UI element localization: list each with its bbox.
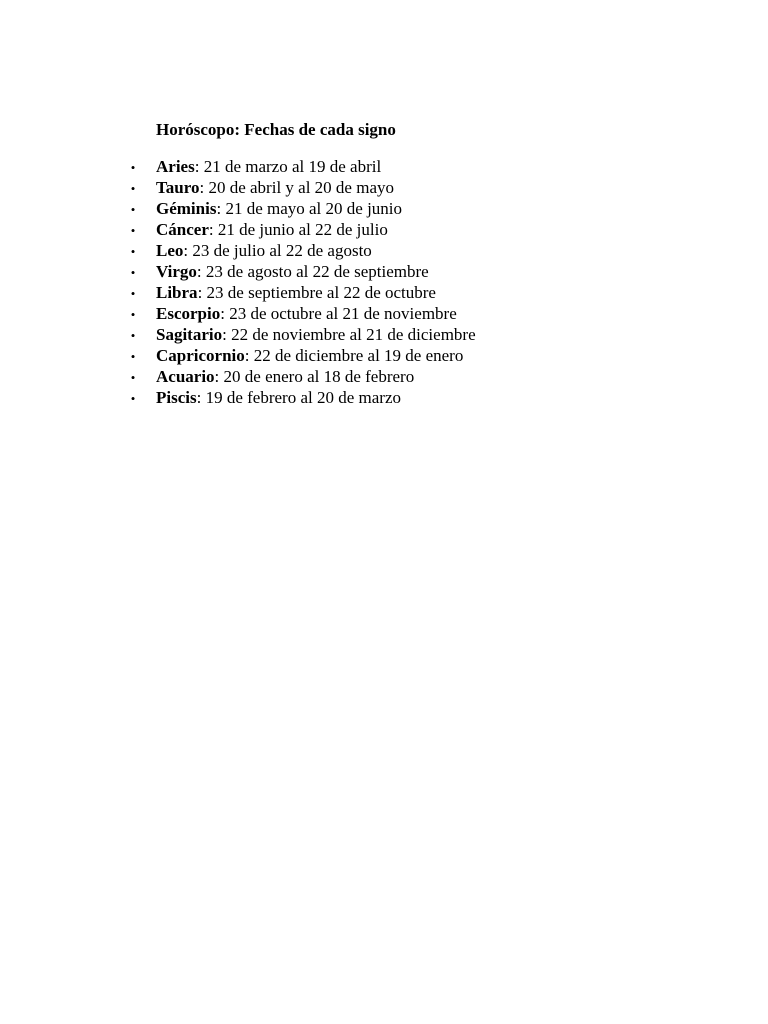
list-item xyxy=(130,324,476,345)
separator: : xyxy=(208,220,214,239)
separator: : xyxy=(214,367,220,386)
sign-name: Piscis xyxy=(156,388,197,407)
list-item xyxy=(130,387,476,408)
bullet-icon: • xyxy=(130,160,136,175)
bullet-icon: • xyxy=(130,223,136,238)
sign-dates: 22 de diciembre al 19 de enero xyxy=(249,346,464,365)
sign-dates: 21 de junio al 22 de julio xyxy=(213,220,388,239)
sign-name: Aries xyxy=(156,157,195,176)
sign-name: Acuario xyxy=(156,367,215,386)
separator: : xyxy=(199,178,205,197)
sign-name: Tauro xyxy=(156,178,200,197)
sign-dates: 21 de marzo al 19 de abril xyxy=(199,157,382,176)
zodiac-sign-list xyxy=(130,156,476,408)
list-item xyxy=(130,219,476,240)
sign-dates: 23 de octubre al 21 de noviembre xyxy=(224,304,457,323)
separator: : xyxy=(244,346,250,365)
bullet-icon: • xyxy=(130,370,136,385)
separator: : xyxy=(196,262,202,281)
list-item xyxy=(130,261,476,282)
list-item xyxy=(130,303,476,324)
sign-name: Cáncer xyxy=(156,220,209,239)
sign-dates: 23 de julio al 22 de agosto xyxy=(188,241,372,260)
separator: : xyxy=(194,157,200,176)
separator: : xyxy=(216,199,222,218)
bullet-icon: • xyxy=(130,181,136,196)
sign-name: Capricornio xyxy=(156,346,245,365)
bullet-icon: • xyxy=(130,328,136,343)
sign-dates: 20 de enero al 18 de febrero xyxy=(219,367,415,386)
bullet-icon: • xyxy=(130,391,136,406)
separator: : xyxy=(196,388,202,407)
sign-dates: 20 de abril y al 20 de mayo xyxy=(204,178,394,197)
list-item xyxy=(130,177,476,198)
sign-dates: 22 de noviembre al 21 de diciembre xyxy=(226,325,476,344)
separator: : xyxy=(183,241,189,260)
sign-dates: 21 de mayo al 20 de junio xyxy=(221,199,403,218)
separator: : xyxy=(197,283,203,302)
list-item xyxy=(130,156,476,177)
sign-name: Géminis xyxy=(156,199,217,218)
bullet-icon: • xyxy=(130,202,136,217)
sign-dates: 23 de agosto al 22 de septiembre xyxy=(201,262,429,281)
separator: : xyxy=(222,325,227,344)
sign-name: Libra xyxy=(156,283,198,302)
bullet-icon: • xyxy=(130,286,136,301)
sign-name: Virgo xyxy=(156,262,197,281)
list-item xyxy=(130,240,476,261)
bullet-icon: • xyxy=(130,349,136,364)
list-item xyxy=(130,282,476,303)
sign-name: Escorpio xyxy=(156,304,221,323)
bullet-icon: • xyxy=(130,244,136,259)
document-title: Horóscopo: Fechas de cada signo xyxy=(156,120,396,139)
sign-dates: 23 de septiembre al 22 de octubre xyxy=(202,283,436,302)
sign-name: Leo xyxy=(156,241,184,260)
sign-dates: 19 de febrero al 20 de marzo xyxy=(201,388,402,407)
separator: : xyxy=(220,304,225,323)
bullet-icon: • xyxy=(130,265,136,280)
list-item xyxy=(130,366,476,387)
bullet-icon: • xyxy=(130,307,136,322)
list-item xyxy=(130,198,476,219)
sign-name: Sagitario xyxy=(156,325,223,344)
list-item xyxy=(130,345,476,366)
